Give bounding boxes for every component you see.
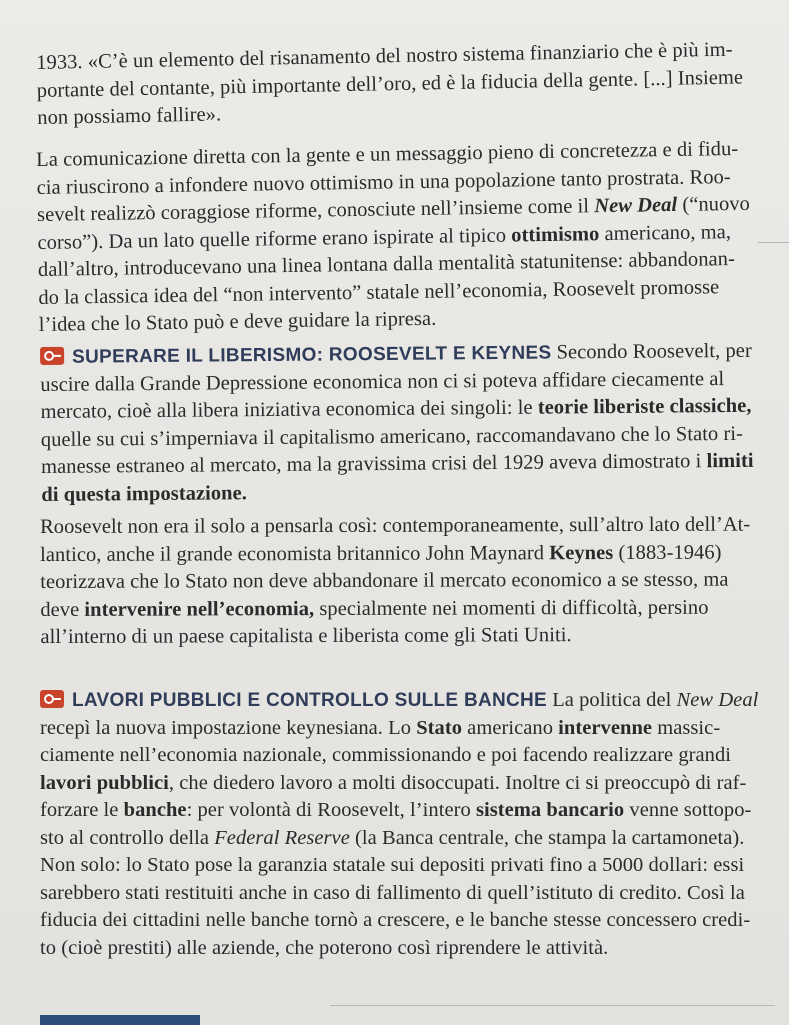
- line: sto al controllo della: [40, 826, 215, 849]
- line: specialmente nei momenti di difficoltà, persino: [314, 596, 709, 620]
- line: , che diedero lavoro a molti disoccupati. Inoltre ci si preoccupò di raf-: [168, 771, 747, 794]
- line: manesse estraneo al mercato, ma la gravissima crisi del 1929 aveva dimostrato i: [40, 450, 707, 478]
- line: lantico, anche il grande economista britannico John Maynard: [40, 541, 550, 566]
- term-keynes: Keynes: [549, 541, 614, 564]
- line: deve: [40, 598, 85, 621]
- line: do la classica idea del “non intervento” statale nell’economia, Roosevelt promosse: [38, 275, 720, 309]
- line: portante del contante, più importante dell’oro, ed è la fiducia della gente. [...] Insieme: [36, 65, 744, 102]
- line: massic-: [652, 716, 721, 739]
- line: (la Banca centrale, che stampa la cartamoneta).: [349, 826, 745, 849]
- line: corso”). Da un lato quelle riforme erano ispirate al tipico: [37, 224, 512, 254]
- line: (“nuovo: [677, 192, 751, 216]
- line: Non solo: lo Stato pose la garanzia statale sui depositi privati fino a 5000 dollari: essi: [40, 854, 745, 876]
- line: teorizzava che lo Stato non deve abbandonare il mercato economico a se stesso, ma: [40, 568, 729, 593]
- key-icon: [40, 690, 64, 708]
- line: americano: [462, 716, 559, 739]
- margin-rule: [758, 242, 789, 243]
- line: La politica del: [547, 689, 677, 711]
- term-new-deal: New Deal: [676, 689, 759, 711]
- line: americano, ma,: [599, 220, 732, 245]
- line: sevelt realizzò coraggiose riforme, conosciute nell’insieme come il: [36, 195, 595, 226]
- section-heading: SUPERARE IL LIBERISMO: ROOSEVELT E KEYNES: [72, 342, 552, 368]
- line: 1933. «C’è un elemento del risanamento del nostro sistema finanziario che è più im-: [36, 38, 733, 74]
- line: La comunicazione diretta con la gente e un messaggio pieno di concretezza e di fidu-: [36, 137, 739, 171]
- line: l’idea che lo Stato può e deve guidare la ripresa.: [38, 307, 437, 336]
- line: : per volontà di Roosevelt, l’intero: [186, 799, 476, 821]
- line: to (cioè prestiti) alle aziende, che poterono così riprendere le attività.: [40, 936, 609, 959]
- term-federal-reserve: Federal Reserve: [214, 826, 350, 849]
- term-lavori-pubblici: lavori pubblici: [40, 771, 169, 794]
- line: forzare le: [40, 799, 124, 821]
- intro-quote: [36, 36, 777, 133]
- term-banche: banche: [123, 799, 187, 821]
- term-limiti: limiti: [706, 449, 754, 473]
- line: (1883-1946): [613, 541, 722, 564]
- paragraph-keynes: [40, 511, 782, 651]
- line: recepì la nuova impostazione keynesiana. Lo: [40, 716, 417, 739]
- section-liberismo: [40, 338, 777, 509]
- section-lavori-pubblici: [40, 687, 782, 962]
- term-new-deal: New Deal: [594, 193, 678, 218]
- footer-divider: [330, 1005, 775, 1006]
- term-intervenne: intervenne: [558, 716, 653, 739]
- line: uscire dalla Grande Depressione economica non ci si poteva affidare ciecamente al: [40, 367, 725, 396]
- paragraph-new-deal: [36, 135, 779, 339]
- term-stato: Stato: [416, 716, 462, 739]
- line: fiducia dei cittadini nelle banche tornò a crescere, e le banche stesse concessero credi-: [40, 909, 751, 931]
- key-icon: [40, 347, 64, 365]
- line: mercato, cioè alla libera iniziativa economica dei singoli: le: [40, 396, 538, 423]
- line: dall’altro, introducevano una linea lontana dalla mentalità statunitense: abbandonan-: [37, 248, 736, 281]
- term-impostazione: di questa impostazione.: [41, 481, 248, 506]
- line: quelle su cui s’imperniava il capitalismo americano, raccomandavano che lo Stato ri-: [40, 422, 743, 451]
- term-ottimismo: ottimismo: [511, 222, 600, 247]
- line: venne sottopo-: [624, 799, 752, 821]
- section-heading: LAVORI PUBBLICI E CONTROLLO SULLE BANCHE: [72, 690, 548, 711]
- term-intervenire: intervenire nell’economia,: [84, 597, 315, 621]
- line: sarebbero stati restituiti anche in caso di fallimento di quell’istituto di credito. Così la: [40, 881, 745, 904]
- term-sistema-bancario: sistema bancario: [475, 799, 625, 821]
- term-teorie-liberiste: teorie liberiste classiche,: [537, 394, 752, 419]
- line: Roosevelt non era il solo a pensarla così: contemporaneamente, sull’altro lato dell’At-: [40, 513, 751, 538]
- line: Secondo Roosevelt, per: [551, 339, 752, 364]
- line: all’interno di un paese capitalista e liberista come gli Stati Uniti.: [40, 624, 572, 648]
- footer-bar: [40, 1015, 200, 1025]
- line: ciamente nell’economia nazionale, commissionando e poi facendo realizzare grandi: [40, 744, 732, 766]
- line: non possiamo fallire».: [37, 103, 222, 129]
- line: cia riuscirono a infondere nuovo ottimismo in una popolazione tanto prostrata. Roo-: [36, 165, 731, 199]
